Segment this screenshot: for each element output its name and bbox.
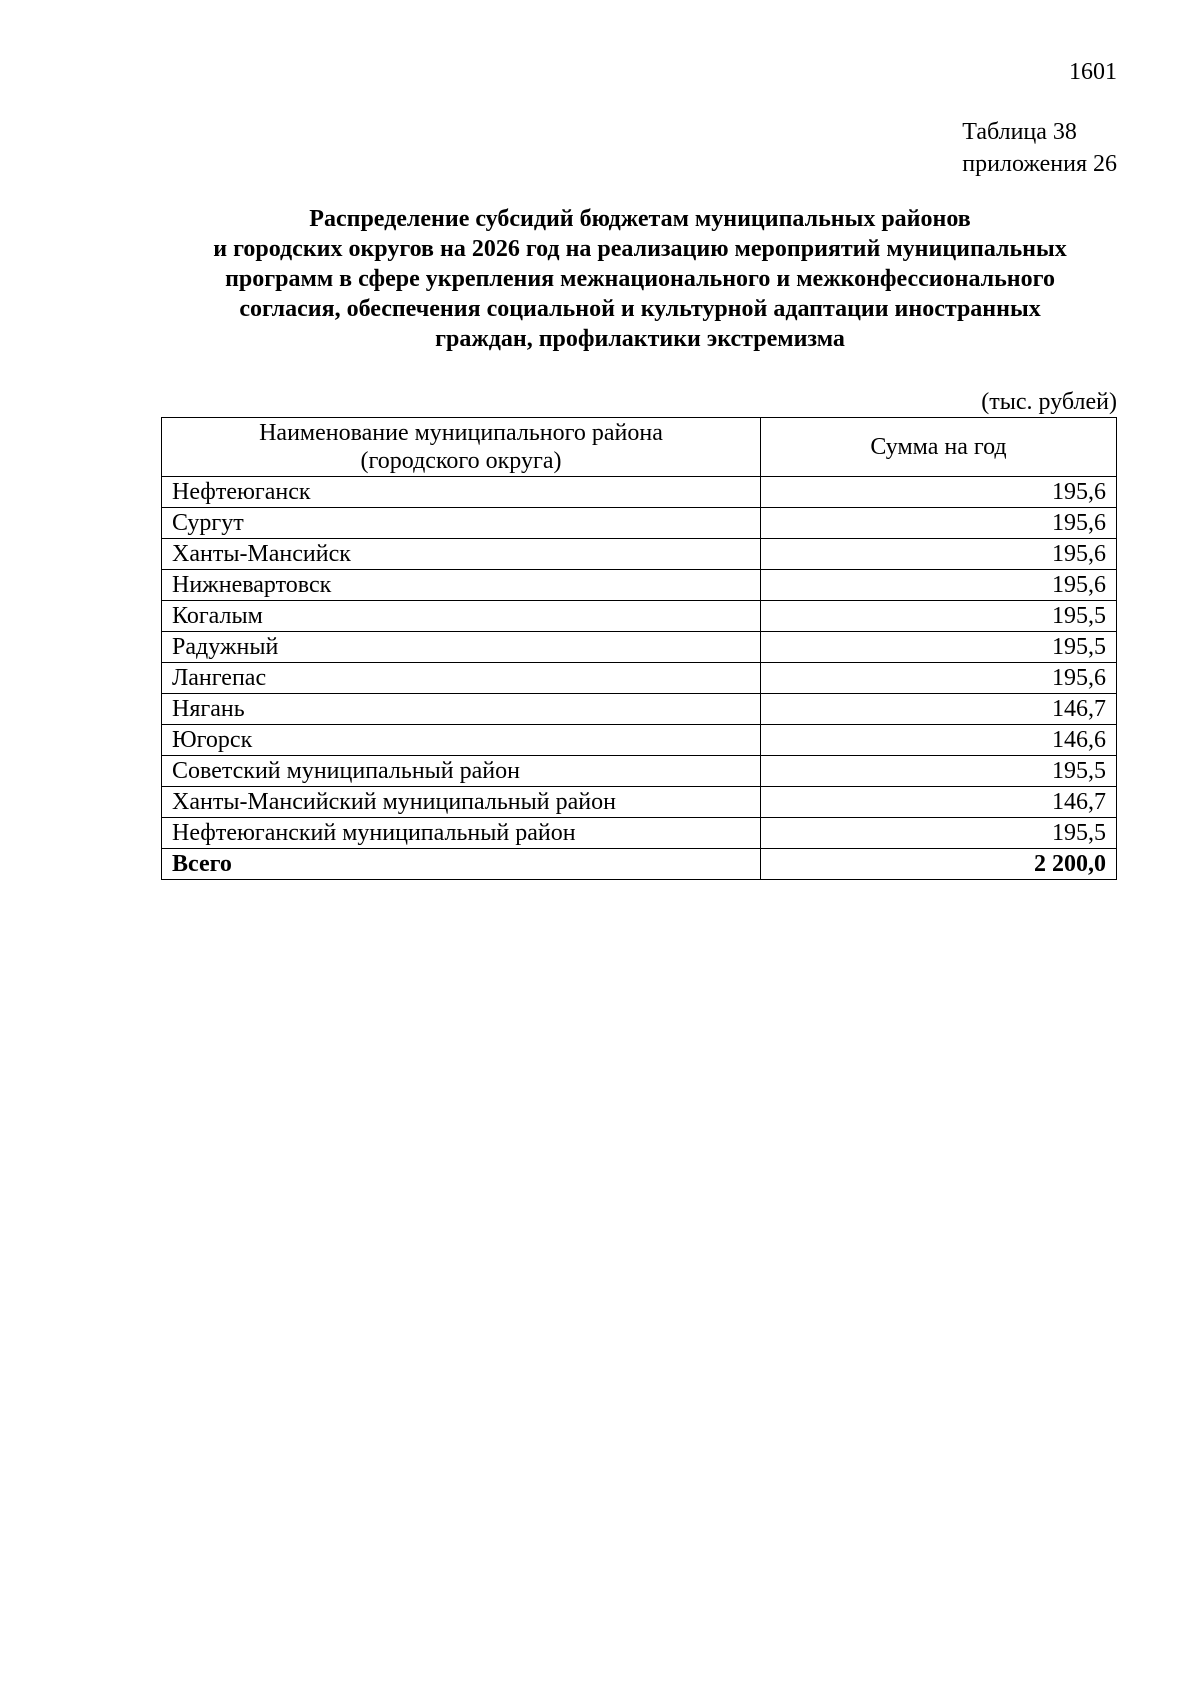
row-value: 195,5 <box>761 632 1117 663</box>
document-title-line: программ в сфере укрепления межнационального и межконфессионального <box>225 266 1055 292</box>
table-row <box>162 756 1117 787</box>
row-name: Ханты-Мансийский муниципальный район <box>162 787 761 818</box>
row-name: Сургут <box>162 508 761 539</box>
row-name: Нижневартовск <box>162 570 761 601</box>
row-value: 195,6 <box>761 663 1117 694</box>
document-title-line: согласия, обеспечения социальной и культурной адаптации иностранных <box>239 296 1041 322</box>
row-value: 195,6 <box>761 539 1117 570</box>
row-value: 195,6 <box>761 570 1117 601</box>
row-value: 195,6 <box>761 508 1117 539</box>
total-value: 2 200,0 <box>761 849 1117 880</box>
document-title-line: Распределение субсидий бюджетам муниципальных районов <box>309 206 971 232</box>
table-row <box>162 477 1117 508</box>
row-value: 146,6 <box>761 725 1117 756</box>
row-name: Радужный <box>162 632 761 663</box>
table-row <box>162 508 1117 539</box>
row-name: Советский муниципальный район <box>162 756 761 787</box>
table-row <box>162 818 1117 849</box>
row-value: 195,5 <box>761 756 1117 787</box>
table-row <box>162 570 1117 601</box>
table-row <box>162 694 1117 725</box>
document-title-line: граждан, профилактики экстремизма <box>435 326 845 352</box>
row-name: Ханты-Мансийск <box>162 539 761 570</box>
row-value: 195,6 <box>761 477 1117 508</box>
table-caption-line: приложения 26 <box>962 151 1117 177</box>
table-row <box>162 632 1117 663</box>
row-name: Нягань <box>162 694 761 725</box>
row-name: Нефтеюганский муниципальный район <box>162 818 761 849</box>
table-row <box>162 539 1117 570</box>
column-header-name-line: Наименование муниципального района <box>259 420 663 446</box>
document-title-line: и городских округов на 2026 год на реализацию мероприятий муниципальных <box>213 236 1067 262</box>
table-row <box>162 787 1117 818</box>
row-name: Нефтеюганск <box>162 477 761 508</box>
table-total-row <box>162 849 1117 880</box>
document-title <box>160 204 1120 354</box>
total-label: Всего <box>162 849 761 880</box>
table-caption-line: Таблица 38 <box>962 119 1077 145</box>
row-value: 195,5 <box>761 818 1117 849</box>
column-header-amount: Сумма на год <box>761 418 1117 477</box>
table-row <box>162 725 1117 756</box>
table-caption <box>962 116 1117 180</box>
row-name: Югорск <box>162 725 761 756</box>
row-name: Когалым <box>162 601 761 632</box>
subsidy-table <box>161 417 1117 880</box>
row-value: 195,5 <box>761 601 1117 632</box>
units-label: (тыс. рублей) <box>981 389 1117 415</box>
table-row <box>162 601 1117 632</box>
column-header-name-line: (городского округа) <box>360 448 562 474</box>
row-value: 146,7 <box>761 787 1117 818</box>
row-name: Лангепас <box>162 663 761 694</box>
table-row <box>162 663 1117 694</box>
row-value: 146,7 <box>761 694 1117 725</box>
page-number: 1601 <box>1069 59 1117 85</box>
column-header-name <box>162 418 761 477</box>
table-header-row <box>162 418 1117 477</box>
